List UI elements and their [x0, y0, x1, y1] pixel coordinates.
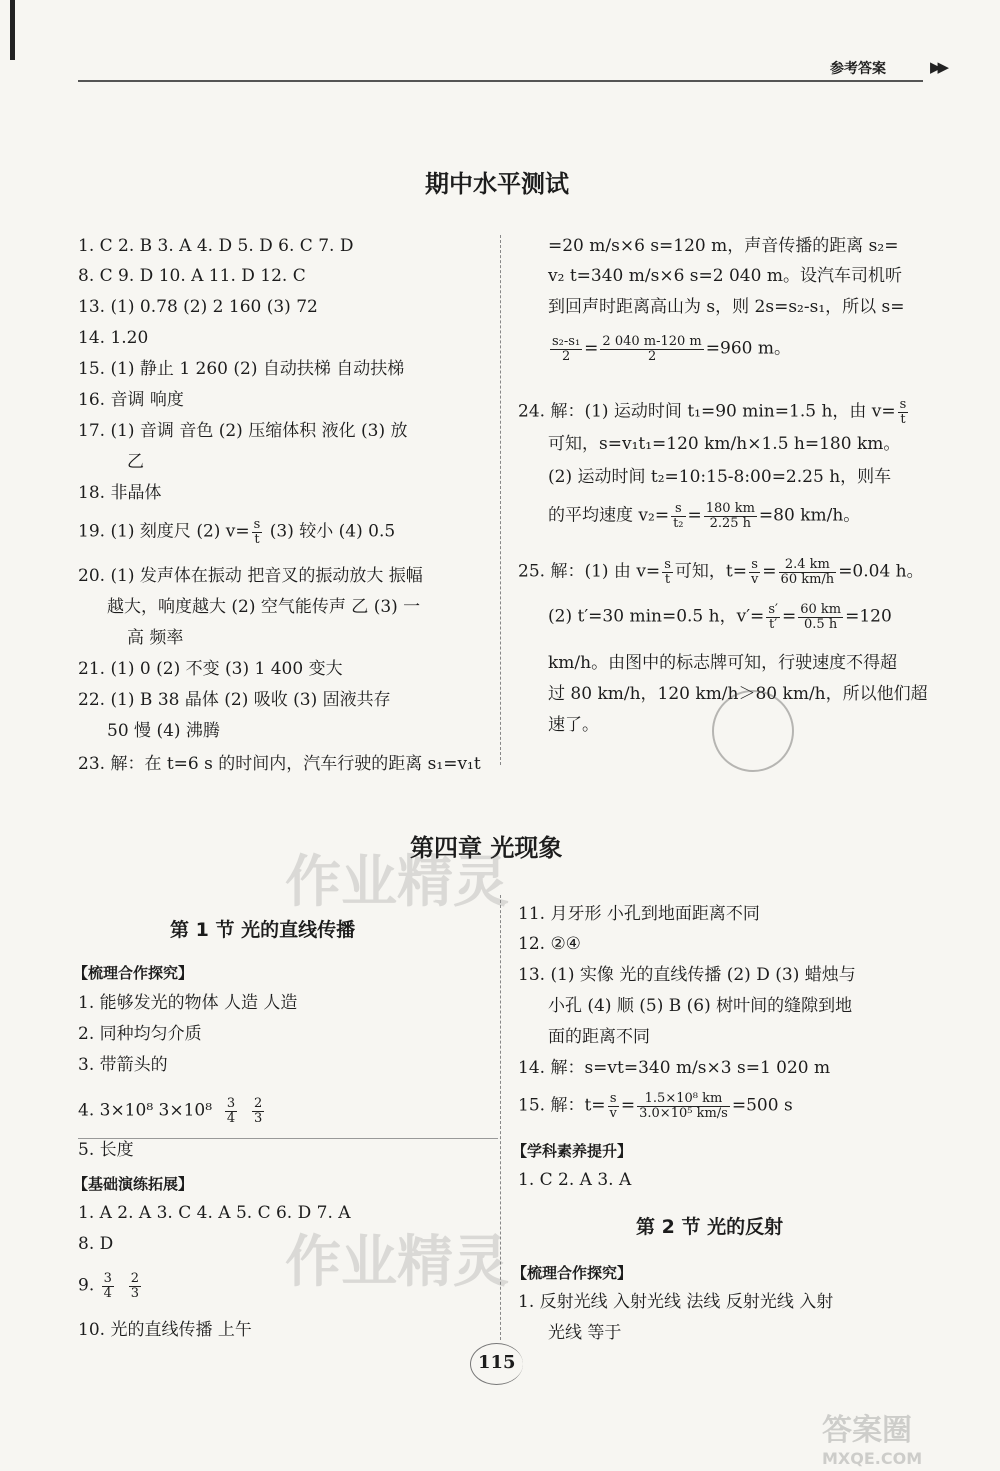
- header-label: 参考答案: [830, 61, 886, 77]
- fraction: [608, 1092, 619, 1120]
- answer-line: 12. ②④: [518, 934, 581, 954]
- denominator: v: [609, 1105, 617, 1121]
- answer-line: 5. 长度: [78, 1140, 134, 1160]
- fraction: [252, 518, 263, 546]
- answer-line: 18. 非晶体: [78, 483, 162, 503]
- answer-line: 小孔 (4) 顺 (5) B (6) 树叶间的缝隙到地: [548, 996, 853, 1016]
- answer-line: 过 80 km/h，120 km/h＞80 km/h，所以他们超: [548, 684, 928, 704]
- denominator: t: [254, 531, 260, 547]
- answer-line: 14. 解：s=vt=340 m/s×3 s=1 020 m: [518, 1058, 831, 1078]
- answer-line: 23. 解：在 t=6 s 的时间内，汽车行驶的距离 s₁=v₁t: [78, 754, 481, 774]
- answer-text: 25. 解：(1) 由 v=: [518, 561, 661, 582]
- column-divider: [500, 235, 501, 765]
- answer-line: 光线 等于: [548, 1323, 622, 1343]
- answer-line: 17. (1) 音调 音色 (2) 压缩体积 液化 (3) 放: [78, 421, 408, 441]
- fraction: [129, 1272, 141, 1300]
- numerator: s: [671, 502, 685, 517]
- answer-text: 9.: [78, 1275, 95, 1296]
- section-title: 第 1 节 光的直线传播: [170, 919, 356, 941]
- numerator: 3: [103, 1271, 112, 1286]
- answer-text: =0.04 h。: [838, 561, 924, 582]
- numerator: s: [253, 517, 261, 532]
- numerator: 2 040 m-120 m: [602, 334, 702, 349]
- divider: [78, 1138, 498, 1139]
- answer-line: $\frac{\text{s₂-s₁}}{2}$ = $\frac{2 040 m-120 m}{2}$ =960 m。: [552, 334, 791, 364]
- numerator: s: [749, 558, 760, 573]
- numerator: 3: [226, 1096, 236, 1111]
- answer-line: 20. (1) 发声体在振动 把音叉的振动放大 振幅: [78, 566, 423, 586]
- answer-text: 4. 3×10⁸ 3×10⁸: [78, 1100, 213, 1121]
- denominator: t′: [769, 616, 778, 632]
- answer-line: [518, 398, 910, 426]
- denominator: t₂: [673, 515, 684, 531]
- box-label: 【学科素养提升】: [512, 1142, 633, 1160]
- numerator: 2: [130, 1271, 140, 1286]
- answer-line: 乙: [127, 452, 144, 472]
- watermark-logo-site: MXQE.COM: [822, 1449, 923, 1468]
- denominator: 3: [130, 1285, 140, 1301]
- answer-text: (2) t′=30 min=0.5 h，v′=: [548, 606, 765, 627]
- answer-line: 越大，响度越大 (2) 空气能传声 乙 (3) 一: [107, 597, 421, 617]
- answer-line: 1. 反射光线 入射光线 法线 反射光线 入射: [518, 1292, 834, 1312]
- answer-text: 15. 解：t=: [518, 1095, 606, 1116]
- fraction: [225, 1097, 237, 1125]
- answer-line: 10. 光的直线传播 上午: [78, 1320, 252, 1340]
- answer-text: 可知，t=: [674, 561, 747, 582]
- box-label: 【梳理合作探究】: [73, 964, 194, 982]
- denominator: 60 km/h: [780, 571, 835, 587]
- answer-line: 11. 月牙形 小孔到地面距离不同: [518, 904, 760, 924]
- answer-line: 1. A 2. A 3. C 4. A 5. C 6. D 7. A: [78, 1203, 351, 1223]
- denominator: 4: [226, 1110, 236, 1126]
- chapter-title: 第四章 光现象: [410, 834, 563, 862]
- watermark-text: 作业精灵: [285, 1230, 509, 1295]
- answer-line: 速了。: [548, 715, 599, 735]
- answer-line: 2. 同种均匀介质: [78, 1024, 202, 1044]
- answer-line: (2) t′=30 min=0.5 h，v′= $\frac{s'}{t'}$ = $\frac{60 km}{0.5 h}$ =120: [548, 602, 892, 632]
- box-label: 【梳理合作探究】: [512, 1264, 633, 1282]
- answer-line: 15. (1) 静止 1 260 (2) 自动扶梯 自动扶梯: [78, 359, 405, 379]
- answer-line: v₂ t=340 m/s×6 s=2 040 m。设汽车司机听: [548, 266, 902, 286]
- section-title: 第 2 节 光的反射: [636, 1216, 784, 1238]
- numerator: 180 km: [705, 501, 755, 516]
- watermark-logo-text: 答案圈: [822, 1413, 912, 1448]
- denominator: 2: [561, 348, 571, 364]
- answer-line: 13. (1) 0.78 (2) 2 160 (3) 72: [78, 297, 318, 317]
- answer-line: 13. (1) 实像 光的直线传播 (2) D (3) 蜡烛与: [518, 965, 856, 985]
- stamp-seal: [712, 690, 794, 772]
- answer-line: 3. 带箭头的: [78, 1055, 168, 1075]
- denominator: v: [750, 571, 759, 587]
- fraction: [600, 335, 703, 363]
- fraction: [898, 398, 909, 426]
- numerator: s: [608, 1092, 619, 1107]
- answer-line: 到回声时距离高山为 s，则 2s=s₂-s₁，所以 s=: [548, 297, 905, 317]
- answer-line: 25. 解：(1) 由 v= $\frac{s}{t}$ 可知，t= $\frac{s}{v}$ = $\frac{2.4 km}{60 km/h}$ =0.04 h。: [518, 557, 924, 587]
- answer-line: km/h。由图中的标志牌可知，行驶速度不得超: [548, 653, 898, 673]
- box-label: 【基础演练拓展】: [73, 1175, 194, 1193]
- answer-text: =80 km/h。: [758, 505, 861, 526]
- fraction: [766, 603, 780, 631]
- fraction: [662, 558, 673, 586]
- numerator: s₂-s₁: [552, 334, 581, 349]
- answer-line: 50 慢 (4) 沸腾: [107, 721, 220, 741]
- answer-line: 面的距离不同: [548, 1027, 650, 1047]
- page-number: 115: [478, 1352, 516, 1373]
- answer-line: 1. C 2. B 3. A 4. D 5. D 6. C 7. D: [78, 236, 354, 256]
- header-rule: [78, 80, 923, 82]
- answer-line: 8. C 9. D 10. A 11. D 12. C: [78, 266, 306, 286]
- fraction: [798, 603, 843, 631]
- fraction: [671, 502, 685, 530]
- answer-text: (3) 较小 (4) 0.5: [269, 521, 396, 542]
- fraction: [550, 335, 582, 363]
- answer-line: 高 频率: [127, 628, 184, 648]
- numerator: 2.4 km: [779, 558, 837, 573]
- fraction: [704, 502, 757, 530]
- watermark-text: 作业精灵: [285, 850, 509, 915]
- answer-line: 22. (1) B 38 晶体 (2) 吸收 (3) 固液共存: [78, 690, 391, 710]
- midterm-title: 期中水平测试: [425, 170, 569, 198]
- answer-line: [78, 518, 395, 546]
- answer-text: =120: [845, 606, 892, 627]
- answer-line: 1. C 2. A 3. A: [518, 1170, 632, 1190]
- answer-line: 16. 音调 响度: [78, 390, 184, 410]
- answer-line: 可知，s=v₁t₁=120 km/h×1.5 h=180 km。: [548, 434, 901, 454]
- answer-text: 24. 解：(1) 运动时间 t₁=90 min=1.5 h，由 v=: [518, 401, 896, 422]
- watermark-logo: [822, 1405, 972, 1468]
- arrow-icon: ▶▶: [930, 58, 946, 76]
- fraction: [749, 558, 760, 586]
- fraction: [637, 1092, 730, 1120]
- answer-text: 的平均速度 v₂=: [548, 505, 670, 526]
- answer-line: =20 m/s×6 s=120 m，声音传播的距离 s₂=: [548, 236, 899, 256]
- denominator: 3: [253, 1110, 263, 1126]
- answer-line: 14. 1.20: [78, 328, 149, 348]
- numerator: 2: [253, 1096, 263, 1111]
- numerator: s: [899, 397, 907, 412]
- answer-line: [78, 1272, 143, 1300]
- answer-line: 的平均速度 v₂= $\frac{s}{\text{t₂}}$ = $\frac{180 km}{2.25 h}$ =80 km/h。: [548, 501, 861, 531]
- denominator: 2: [647, 348, 657, 364]
- numerator: 1.5×10⁸ km: [637, 1092, 730, 1107]
- answer-line: (2) 运动时间 t₂=10:15-8:00=2.25 h，则车: [548, 467, 892, 487]
- numerator: s′: [768, 602, 778, 617]
- denominator: 2.25 h: [709, 515, 752, 531]
- answer-line: 1. 能够发光的物体 人造 人造: [78, 993, 298, 1013]
- answer-text: 19. (1) 刻度尺 (2) v=: [78, 521, 250, 542]
- answer-line: 21. (1) 0 (2) 不变 (3) 1 400 变大: [78, 659, 343, 679]
- fraction: [252, 1097, 264, 1125]
- denominator: 0.5 h: [804, 616, 838, 632]
- answer-text: =960 m。: [705, 338, 791, 359]
- denominator: 4: [103, 1285, 112, 1301]
- answer-line: 8. D: [78, 1234, 114, 1254]
- numerator: 60 km: [800, 602, 842, 617]
- answer-line: [78, 1097, 266, 1125]
- corner-mark: [10, 0, 15, 60]
- denominator: t: [900, 411, 906, 427]
- numerator: s: [664, 557, 671, 572]
- denominator: 3.0×10⁵ km/s: [639, 1105, 728, 1121]
- answer-text: =500 s: [731, 1095, 793, 1116]
- fraction: [102, 1272, 114, 1300]
- denominator: t: [664, 571, 671, 587]
- fraction: [779, 558, 837, 586]
- answer-line: 15. 解：t= $\frac{s}{v}$ = $\frac{\text{1.5×10⁸ km}}{\text{3.0×10⁵ km/s}}$ =500 s: [518, 1091, 793, 1121]
